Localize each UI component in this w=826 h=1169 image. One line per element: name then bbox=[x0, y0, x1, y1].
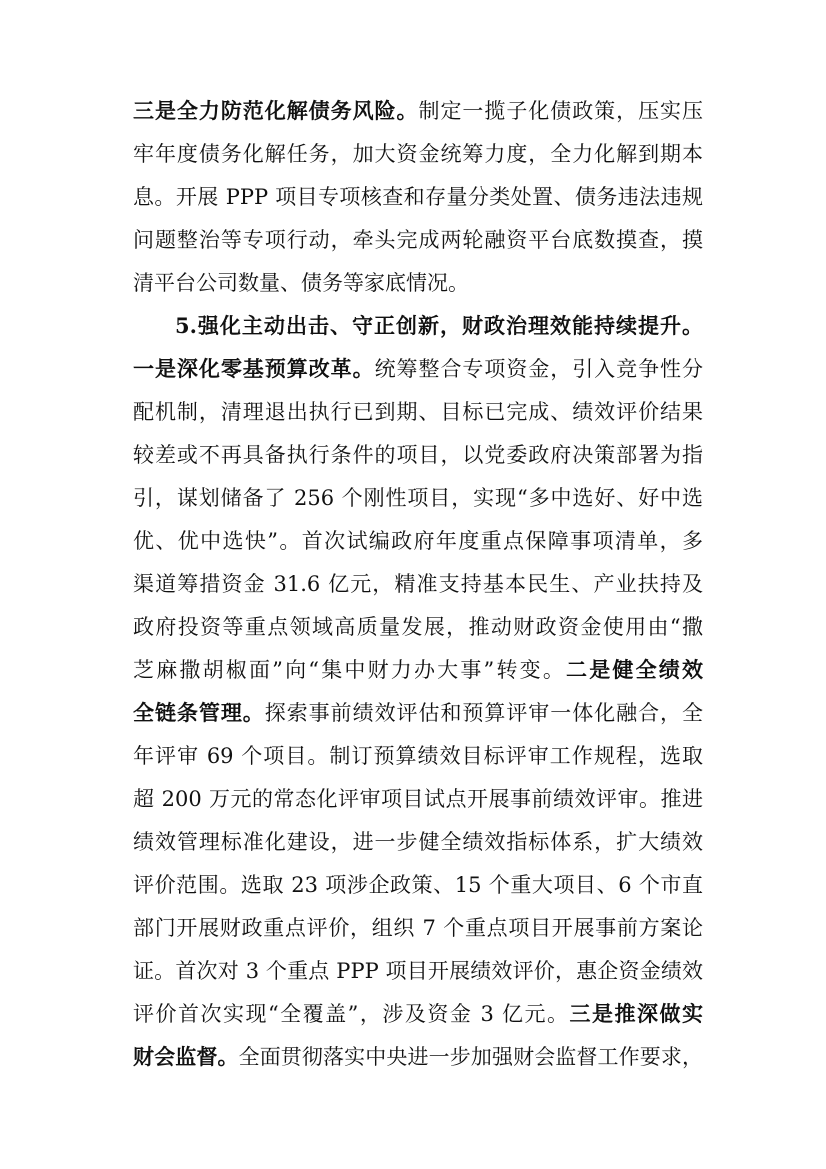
body-text: 引，谋划储备了 256 个刚性项目，实现“多中选好、好中选 bbox=[133, 486, 703, 510]
bold-heading-text: 财会监督。 bbox=[133, 1044, 239, 1069]
body-text: 证。首次对 3 个重点 PPP 项目开展绩效评价，惠企资金绩效 bbox=[133, 959, 703, 983]
body-text: 渠道筹措资金 31.6 亿元，精准支持基本民生、产业扶持及 bbox=[133, 572, 703, 596]
body-text: 息。开展 PPP 项目专项核查和存量分类处置、债务违法违规 bbox=[133, 185, 703, 209]
body-text: 较差或不再具备执行条件的项目，以党委政府决策部署为指 bbox=[133, 443, 703, 467]
bold-heading-text: 三是推深做实 bbox=[569, 1001, 703, 1026]
text-line bbox=[133, 613, 703, 641]
text-line bbox=[133, 957, 703, 985]
body-text: 优、优中选快”。首次试编政府年度重点保障事项清单，多 bbox=[133, 529, 703, 553]
body-text: 绩效管理标准化建设，进一步健全绩效指标体系，扩大绩效 bbox=[133, 830, 703, 854]
bold-heading-text: 5.强化主动出击、守正创新，财政治理效能持续提升。 bbox=[175, 313, 703, 338]
body-text: 制定一揽子化债政策，压实压 bbox=[418, 99, 704, 123]
body-text: 评价首次实现“全覆盖”，涉及资金 3 亿元。 bbox=[133, 1002, 570, 1026]
body-text: 清平台公司数量、债务等家底情况。 bbox=[133, 271, 469, 295]
body-text: 政府投资等重点领域高质量发展，推动财政资金使用由“撒 bbox=[133, 615, 703, 639]
bold-heading-text: 一是深化零基预算改革。 bbox=[133, 356, 375, 381]
bold-heading-text: 全链条管理。 bbox=[133, 700, 265, 725]
text-line bbox=[133, 699, 703, 727]
text-line bbox=[133, 355, 703, 383]
text-line bbox=[133, 570, 703, 598]
text-line bbox=[133, 871, 703, 899]
text-line bbox=[133, 97, 703, 125]
body-text: 配机制，清理退出执行已到期、目标已完成、绩效评价结果 bbox=[133, 400, 703, 424]
text-line bbox=[133, 269, 703, 297]
text-line bbox=[175, 312, 703, 340]
body-text: 统筹整合专项资金，引入竞争性分 bbox=[374, 357, 704, 381]
bold-heading-text: 二是健全绩效 bbox=[566, 657, 703, 682]
text-line bbox=[133, 398, 703, 426]
text-line bbox=[133, 140, 703, 168]
text-line bbox=[133, 226, 703, 254]
body-text: 评价范围。选取 23 项涉企政策、15 个重大项目、6 个市直 bbox=[133, 873, 703, 897]
body-text: 年评审 69 个项目。制订预算绩效目标评审工作规程，选取 bbox=[133, 744, 703, 768]
text-line bbox=[133, 914, 703, 942]
body-text: 超 200 万元的常态化评审项目试点开展事前绩效评审。推进 bbox=[133, 787, 703, 811]
text-line bbox=[133, 484, 703, 512]
text-line bbox=[133, 785, 703, 813]
text-line bbox=[133, 441, 703, 469]
bold-heading-text: 三是全力防范化解债务风险。 bbox=[133, 98, 419, 123]
text-line bbox=[133, 828, 703, 856]
text-line bbox=[133, 742, 703, 770]
text-line bbox=[133, 183, 703, 211]
body-text: 问题整治等专项行动，牵头完成两轮融资平台底数摸查，摸 bbox=[133, 228, 703, 252]
text-line bbox=[133, 1000, 703, 1028]
text-line bbox=[133, 527, 703, 555]
body-text: 全面贯彻落实中央进一步加强财会监督工作要求， bbox=[238, 1045, 703, 1069]
text-line bbox=[133, 656, 703, 684]
body-text: 部门开展财政重点评价，组织 7 个重点项目开展事前方案论 bbox=[133, 916, 703, 940]
text-line bbox=[133, 1043, 703, 1071]
body-text: 探索事前绩效评估和预算评审一体化融合，全 bbox=[264, 701, 704, 725]
body-text: 芝麻撒胡椒面”向“集中财力办大事”转变。 bbox=[133, 658, 567, 682]
body-text: 牢年度债务化解任务，加大资金统筹力度，全力化解到期本 bbox=[133, 142, 703, 166]
